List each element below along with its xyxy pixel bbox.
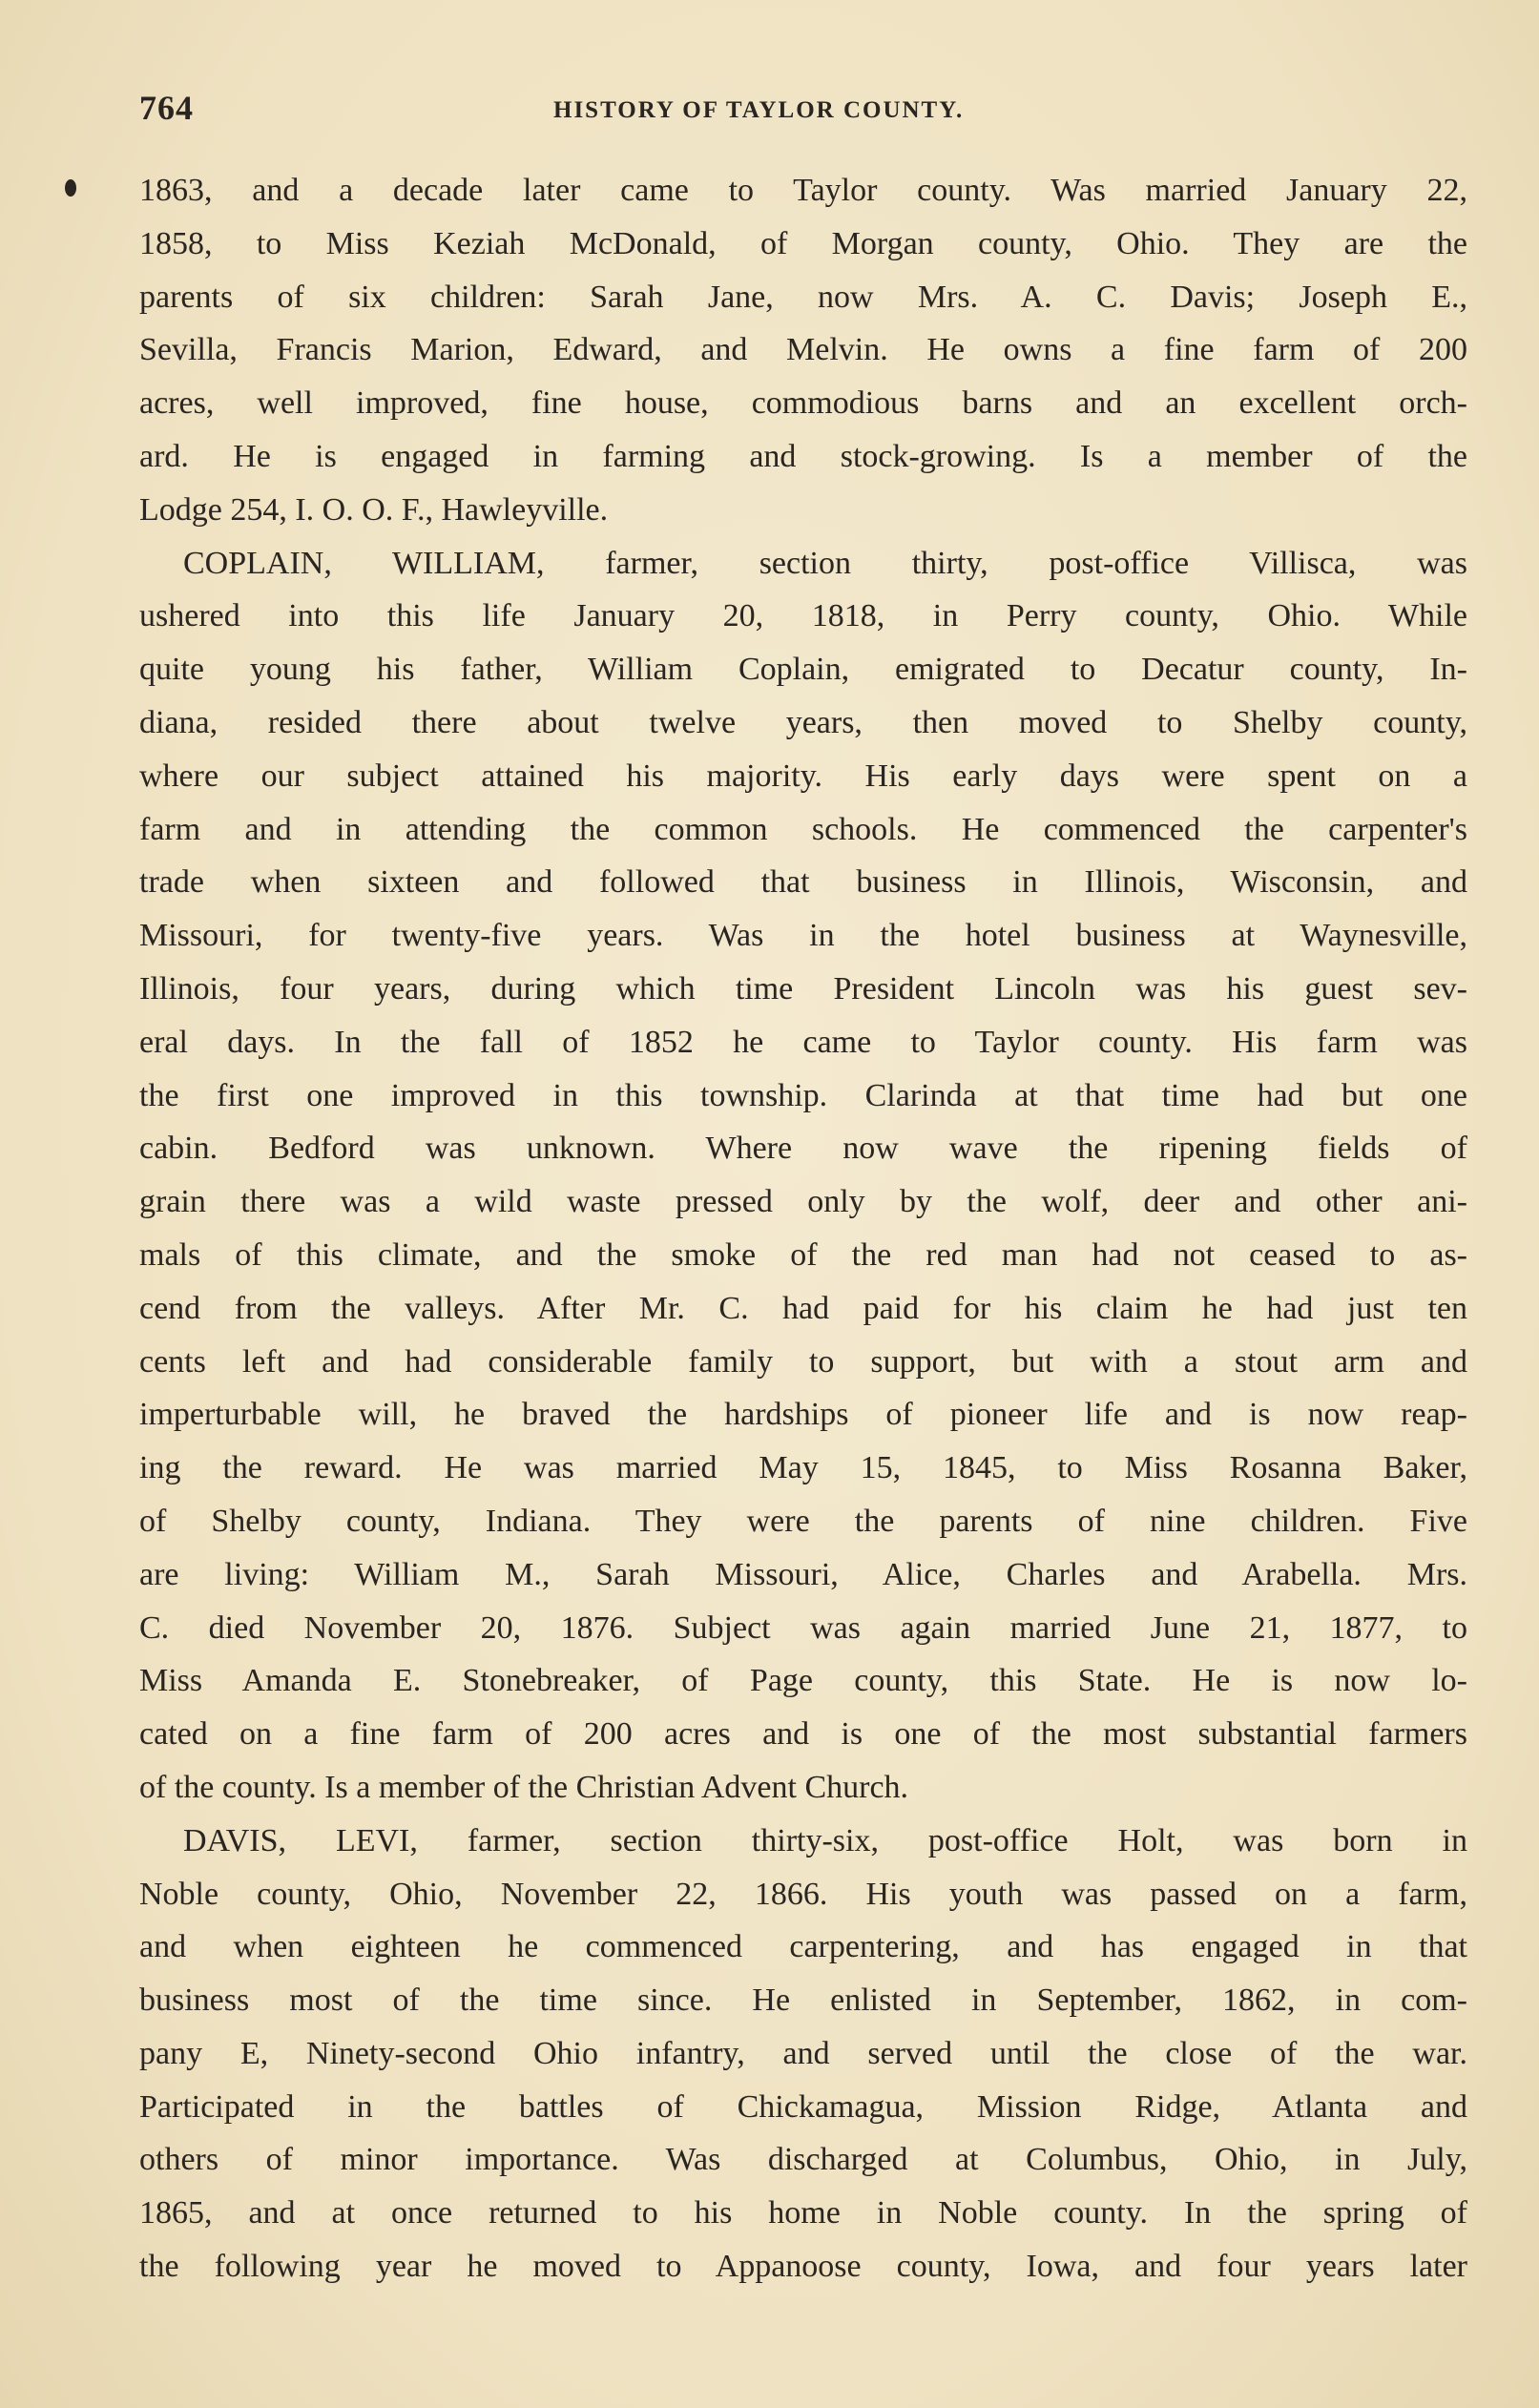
body-text [139, 164, 1467, 2294]
text-line: ushered into this life January 20, 1818, in Perry county, Ohio. While [139, 598, 1467, 634]
text-line: Noble county, Ohio, November 22, 1866. His youth was passed on a farm, [139, 1876, 1467, 1912]
text-line: Sevilla, Francis Marion, Edward, and Melvin. He owns a fine farm of 200 [139, 332, 1467, 368]
text-line: acres, well improved, fine house, commodious barns and an excellent orch- [139, 385, 1467, 422]
text-line: Lodge 254, I. O. O. F., Hawleyville. [139, 491, 609, 528]
text-line: farm and in attending the common schools. He commenced the carpenter's [139, 811, 1467, 847]
text-line: imperturbable will, he braved the hardships of pioneer life and is now reap- [139, 1397, 1467, 1433]
text-line: Participated in the battles of Chickamagua, Mission Ridge, Atlanta and [139, 2088, 1467, 2125]
text-line: of Shelby county, Indiana. They were the parents of nine children. Five [139, 1503, 1467, 1539]
page-header [95, 88, 1469, 130]
text-line: business most of the time since. He enlisted in September, 1862, in com- [139, 1982, 1467, 2019]
text-line: 1863, and a decade later came to Taylor county. Was married January 22, [139, 173, 1467, 208]
text-line: and when eighteen he commenced carpentering, and has engaged in that [139, 1929, 1467, 1965]
text-line: the following year he moved to Appanoose county, Iowa, and four years later [139, 2249, 1467, 2285]
text-line: cated on a fine farm of 200 acres and is one of the most substantial farmers [139, 1716, 1467, 1753]
text-line: cents left and had considerable family to support, but with a stout arm and [139, 1343, 1467, 1380]
text-line: 1858, to Miss Keziah McDonald, of Morgan county, Ohio. They are the [139, 225, 1467, 261]
text-line: diana, resided there about twelve years, then moved to Shelby county, [139, 704, 1467, 740]
entry-first-line-coplain: COPLAIN, WILLIAM, farmer, section thirty, post-office Villisca, was [183, 545, 1467, 581]
text-line: pany E, Ninety-second Ohio infantry, and served until the close of the war. [139, 2035, 1467, 2071]
text-line: Missouri, for twenty-five years. Was in the hotel business at Waynesville, [139, 918, 1467, 954]
text-line: cend from the valleys. After Mr. C. had paid for his claim he had just ten [139, 1290, 1467, 1326]
text-line: mals of this climate, and the smoke of the red man had not ceased to as- [139, 1236, 1467, 1273]
text-line: ard. He is engaged in farming and stock-growing. Is a member of the [139, 438, 1467, 474]
text-line: cabin. Bedford was unknown. Where now wave the ripening fields of [139, 1131, 1467, 1167]
text-line: parents of six children: Sarah Jane, now Mrs. A. C. Davis; Joseph E., [139, 279, 1467, 315]
text-line: quite young his father, William Coplain, emigrated to Decatur county, In- [139, 652, 1467, 688]
text-line: others of minor importance. Was discharged at Columbus, Ohio, in July, [139, 2142, 1467, 2178]
text-line: grain there was a wild waste pressed only by the wolf, deer and other ani- [139, 1184, 1467, 1220]
text-line: 1865, and at once returned to his home in Noble county. In the spring of [139, 2195, 1467, 2232]
text-line: the first one improved in this township. Clarinda at that time had but one [139, 1077, 1467, 1113]
text-line: trade when sixteen and followed that business in Illinois, Wisconsin, and [139, 864, 1467, 901]
text-line: eral days. In the fall of 1852 he came to Taylor county. His farm was [139, 1024, 1467, 1060]
page-number: 764 [139, 89, 194, 127]
text-line: Miss Amanda E. Stonebreaker, of Page county, this State. He is now lo- [139, 1663, 1467, 1699]
text-line: of the county. Is a member of the Christian Advent Church. [139, 1769, 909, 1805]
running-head: HISTORY OF TAYLOR COUNTY. [553, 97, 965, 123]
text-line: are living: William M., Sarah Missouri, Alice, Charles and Arabella. Mrs. [139, 1556, 1467, 1592]
text-line: where our subject attained his majority. His early days were spent on a [139, 758, 1467, 794]
margin-ink-mark [65, 179, 76, 197]
text-line: ing the reward. He was married May 15, 1845, to Miss Rosanna Baker, [139, 1450, 1467, 1486]
text-line: Illinois, four years, during which time President Lincoln was his guest sev- [139, 970, 1467, 1007]
text-line: C. died November 20, 1876. Subject was again married June 21, 1877, to [139, 1609, 1467, 1646]
entry-first-line-davis: DAVIS, LEVI, farmer, section thirty-six, post-office Holt, was born in [183, 1822, 1467, 1858]
